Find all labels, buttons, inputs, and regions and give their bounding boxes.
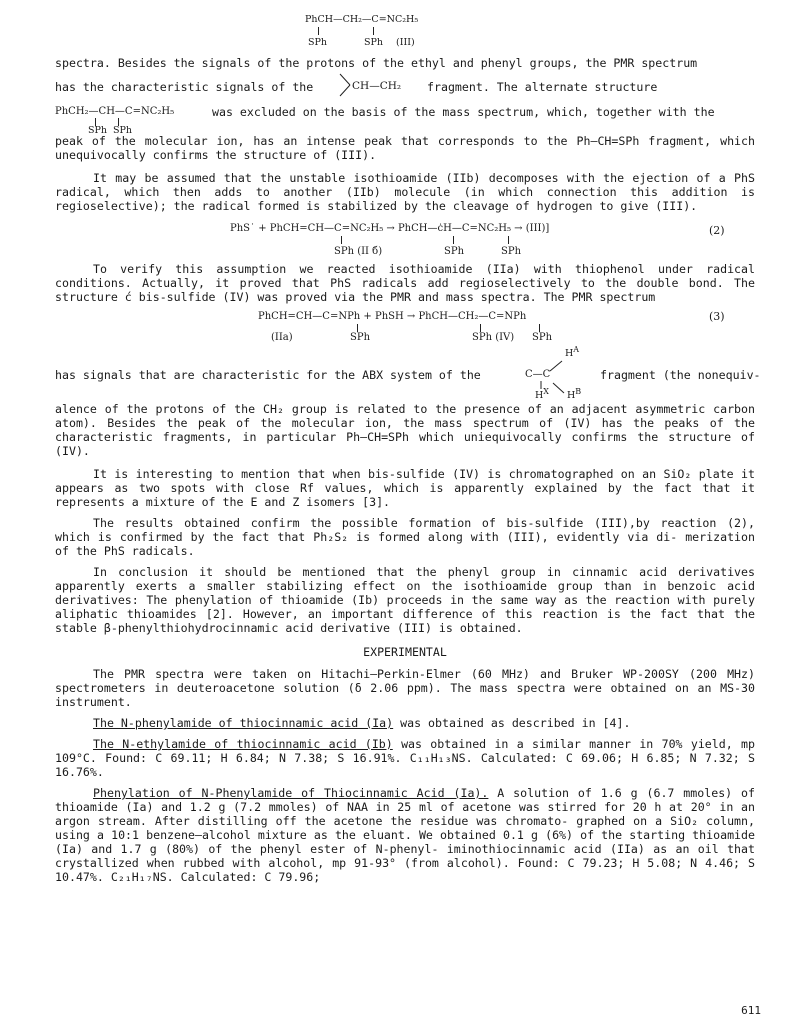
scheme3-sub2: SPh bbox=[350, 332, 371, 343]
bond-line bbox=[453, 236, 454, 244]
abx-line-a: has signals that are characteristic for the ABX system of the bbox=[55, 368, 481, 382]
bond-line bbox=[508, 236, 509, 244]
bond-line bbox=[539, 324, 540, 332]
para7: In conclusion it should be mentioned that the phenyl group in cinnamic acid derivatives apparently exerts a smaller stabilizing effect on the isothioamide group than in benzoic acid derivatives: The phenylation of thioamide (Ib) proceeds in the same way as the reaction with purely aliphatic thioamides [2]. However, an important difference of this reaction is the fact that the stable β-phenylthiohydrocinnamic acid derivative (III) is obtained. bbox=[55, 565, 755, 635]
formula-iii-main: PhCH—CH₂—C=NC₂H₅ bbox=[305, 14, 419, 25]
scheme3-number: (3) bbox=[709, 310, 725, 323]
para9-title: The N-phenylamide of thiocinnamic acid (Ia) bbox=[93, 716, 394, 730]
abx-line-b: fragment (the nonequiv- bbox=[600, 368, 761, 382]
para1-line1: spectra. Besides the signals of the protons of the ethyl and phenyl groups, the PMR spectrum bbox=[55, 56, 698, 70]
para3: To verify this assumption we reacted isothioamide (IIa) with thiophenol under radical conditions. Actually, it proved that PhS radicals add regioselectively to the double bond. The structure ć bis-sulfide (IV) was proved via the PMR and mass spectra. The PMR spectrum bbox=[55, 262, 755, 304]
para1-line3-b: was excluded on the basis of the mass spectrum, which, together with the bbox=[212, 105, 715, 119]
para1-line2 bbox=[55, 70, 755, 100]
abx-hx: $H^X$ bbox=[535, 387, 549, 401]
para1-line3 bbox=[55, 100, 755, 134]
scheme-3 bbox=[55, 308, 755, 348]
scheme-2 bbox=[55, 220, 755, 262]
para6: The results obtained confirm the possible formation of bis-sulfide (III),by reaction (2), which is confirmed by the fact that Ph₂S₂ is formed along with (III), evidently via di- merization of the PhS radicals. bbox=[55, 516, 755, 558]
para11-rest: A solution of 1.6 g (6.7 mmoles) of thioamide (Ia) and 1.2 g (7.2 mmoles) of NAA in 25 ml of acetone was stirred for 20 h at 20° in an argon stream. After distilling off the acetone the residue was chromato- graphed on a SiO₂ column, using a 10:1 benzene—alcohol mixture as the eluant. We obtained 0.1 g (6%) of the starting thioamide (Ia) and 1.7 g (80%) of the phenyl ester of N-phenyl- iminothiocinnamic acid (IIa) as an oil that crystallized when rubbed with alcohol, mp 91-93° (from alcohol). Found: C 79.23; H 5.08; N 4.46; S 10.47%. C₂₁H₁₇NS. Calculated: C 79.96; bbox=[55, 786, 756, 884]
scheme2-number: (2) bbox=[709, 224, 725, 237]
scheme3-sub1: (IIa) bbox=[271, 332, 293, 343]
bond-line bbox=[357, 324, 358, 332]
page-body bbox=[55, 14, 761, 891]
formula-iii bbox=[55, 14, 755, 54]
scheme3-main: PhCH=CH—C=NPh + PhSH → PhCH—CH₂—C=NPh bbox=[258, 311, 527, 322]
para10-rest: was obtained in a similar manner in 70% yield, mp 109°C. Found: C 69.11; H 6.84; N 7.38; S 16.91%. C₁₁H₁₃NS. Calculated: C 69.06; H 6.85; N 7.32; S 16.76%. bbox=[55, 737, 755, 779]
fragment-bracket bbox=[338, 70, 352, 100]
scheme2-sub2: SPh bbox=[444, 246, 465, 257]
para1-line2-a: has the characteristic signals of the bbox=[55, 80, 314, 94]
bond-line bbox=[341, 236, 342, 244]
alt-structure-sub1: SPh bbox=[88, 125, 108, 136]
alt-structure: PhCH₂—CH—C=NC₂H₅ bbox=[55, 106, 175, 117]
scheme3-sub4: SPh bbox=[532, 332, 553, 343]
para1-fragment: CH—CH₂ bbox=[352, 80, 402, 92]
experimental-heading: EXPERIMENTAL bbox=[363, 645, 447, 659]
bond-line bbox=[373, 27, 374, 35]
para8: The PMR spectra were taken on Hitachi—Perkin-Elmer (60 MHz) and Bruker WP-200SY (200 MHz) spectrometers in deuteroacetone solution (δ 2.06 ppm). The mass spectra were obtained on an MS-30 instrument. bbox=[55, 667, 755, 709]
para11-title: Phenylation of N-Phenylamide of Thiocinnamic Acid (Ia). bbox=[93, 786, 489, 800]
formula-iii-label: (III) bbox=[396, 37, 415, 48]
para5: It is interesting to mention that when bis-sulfide (IV) is chromatographed on an SiO₂ plate it appears as two spots with close Rf values, which is apparently explained by the fact that it represents a mixture of the E and Z isomers [3]. bbox=[55, 467, 755, 509]
scheme2-sub3: SPh bbox=[501, 246, 522, 257]
para4: alence of the protons of the CH₂ group is related to the presence of an adjacent asymmetric carbon atom). Besides the peak of the molecular ion, the mass spectrum of (IV) has the peaks of the characteristic fragments, in particular Ph—CH=SPh which uniequivocally confirms the structure of (IV). bbox=[55, 402, 755, 458]
scheme3-sub3: SPh (IV) bbox=[472, 332, 515, 343]
para2: It may be assumed that the unstable isothioamide (IIb) decomposes with the ejection of a PhS radical, which then adds to another (IIb) molecule (in which connection this addition is regioselective); the radical formed is stabilized by the cleavage of hydrogen to give (III). bbox=[55, 171, 755, 213]
bond-line bbox=[318, 27, 319, 35]
para10 bbox=[55, 737, 755, 779]
para9 bbox=[55, 716, 755, 730]
para10-title: The N-ethylamide of thiocinnamic acid (Ib) bbox=[93, 737, 393, 751]
formula-iii-sub-right: SPh bbox=[364, 37, 384, 48]
abx-line bbox=[55, 345, 761, 402]
abx-ha: $H^A$ bbox=[565, 345, 580, 359]
abx-hb: $H^B$ bbox=[567, 387, 582, 401]
alt-structure-sub2: SPh bbox=[113, 125, 133, 136]
formula-iii-sub-left: SPh bbox=[308, 37, 328, 48]
scheme2-main: PhS˙ + PhCH=CH—C=NC₂H₅ → PhCH—ċH—C=NC₂H₅ → (III)] bbox=[230, 223, 550, 234]
page-number: 611 bbox=[741, 1004, 761, 1017]
para11 bbox=[55, 786, 755, 884]
para9-rest: was obtained as described in [4]. bbox=[393, 716, 631, 730]
scheme2-sub1: SPh (II б) bbox=[334, 246, 383, 257]
bond-line bbox=[480, 324, 481, 332]
para1-line2-b: fragment. The alternate structure bbox=[427, 80, 658, 94]
para1-rest: peak of the molecular ion, has an intense peak that corresponds to the Ph—CH=SPh fragment, which unequivocally confirms the structure of (III). bbox=[55, 134, 755, 162]
abx-cc: C—C bbox=[525, 369, 551, 380]
